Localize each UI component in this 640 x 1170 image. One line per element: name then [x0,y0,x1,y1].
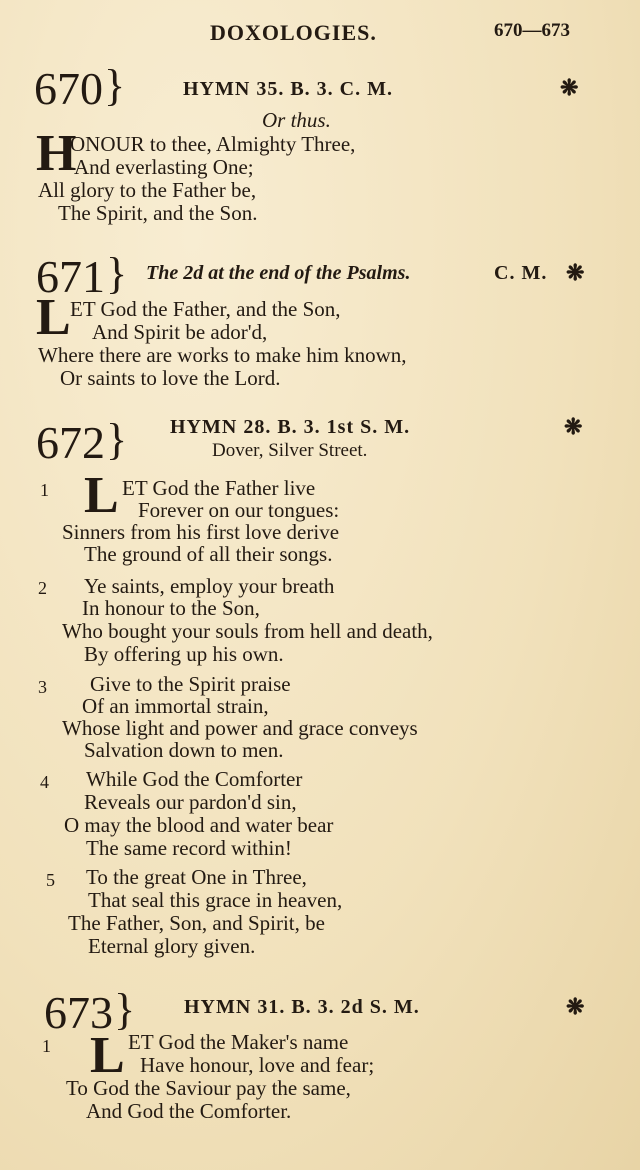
hymn-672-v3-line-3: Whose light and power and grace conveys [62,716,418,740]
verse-number: 1 [40,480,49,500]
hymn-672-v2-line-4: By offering up his own. [84,642,284,666]
running-title: DOXOLOGIES. [210,20,377,45]
brace-icon: } [104,61,126,110]
verse-number: 1 [42,1036,51,1056]
hymn-672-v2-line-2: In honour to the Son, [82,596,260,620]
hymn-672-v4-line-2: Reveals our pardon'd sin, [84,790,297,814]
hymn-672-v2-line-3: Who bought your souls from hell and death, [62,619,433,643]
verse-number: 5 [46,870,55,890]
hymn-number-673: 673 [44,987,113,1038]
hymn-670-line-2: And everlasting One; [74,155,254,179]
hymn-672-v3-line-2: Of an immortal strain, [82,694,269,718]
hymn-671-line-1: ET God the Father, and the Son, [70,297,341,321]
hymn-670-line-4: The Spirit, and the Son. [58,201,258,225]
hymn-671-line-4: Or saints to love the Lord. [60,366,281,390]
hymn-672-v3-line-1: Give to the Spirit praise [90,672,291,696]
brace-icon: } [106,415,128,464]
ornament-icon: ❋ [560,75,579,100]
verse-number: 4 [40,772,49,792]
hymn-671-line-3: Where there are works to make him known, [38,343,407,367]
hymn-673-line-1: ET God the Maker's name [128,1030,349,1054]
hymn-673-line-4: And God the Comforter. [86,1099,292,1123]
hymn-673-line-3: To God the Saviour pay the same, [66,1076,351,1100]
drop-cap: L [36,289,71,346]
hymn-672-v4-line-1: While God the Comforter [86,767,303,791]
hymn-672-meta: HYMN 28. B. 3. 1st S. M. [170,416,411,438]
brace-icon: } [106,249,128,298]
hymn-672-v5-line-4: Eternal glory given. [88,934,256,958]
ornament-icon: ❋ [564,414,583,439]
page-range: 670—673 [494,20,570,41]
drop-cap: L [84,467,119,524]
hymn-672-v1-line-4: The ground of all their songs. [84,542,333,566]
ornament-icon: ❋ [566,260,585,285]
hymn-number-670: 670 [34,63,103,114]
hymn-672-v1-line-2: Forever on our tongues: [138,498,340,522]
hymn-672-v5-line-3: The Father, Son, and Spirit, be [68,911,325,935]
hymn-673-line-2: Have honour, love and fear; [140,1053,375,1077]
hymn-670-meta: HYMN 35. B. 3. C. M. [183,78,393,100]
hymn-670-line-3: All glory to the Father be, [38,178,257,202]
drop-cap: H [36,125,77,182]
verse-number: 3 [38,677,47,697]
hymn-672-v2-line-1: Ye saints, employ your breath [84,574,335,598]
hymn-672-v5-line-2: That seal this grace in heaven, [88,888,343,912]
hymn-672-v4-line-3: O may the blood and water bear [64,813,334,837]
hymn-671-meta: The 2d at the end of the Psalms. [146,262,411,284]
hymn-672-v5-line-1: To the great One in Three, [86,865,307,889]
hymn-672-v4-line-4: The same record within! [86,836,292,860]
hymn-672-v1-line-3: Sinners from his first love derive [62,520,340,544]
hymn-672-tune: Dover, Silver Street. [212,440,368,461]
hymn-673-meta: HYMN 31. B. 3. 2d S. M. [184,996,420,1018]
drop-cap: L [90,1027,125,1084]
hymn-670-subtitle: Or thus. [262,108,331,132]
hymn-671-line-2: And Spirit be ador'd, [92,320,268,344]
brace-icon: } [114,985,136,1034]
hymn-672-v1-line-1: ET God the Father live [122,476,316,500]
verse-number: 2 [38,578,47,598]
hymn-670-line-1: ONOUR to thee, Almighty Three, [70,132,356,156]
ornament-icon: ❋ [566,994,585,1019]
hymn-number-672: 672 [36,417,105,468]
hymn-671-meter: C. M. [494,262,548,284]
hymn-number-671: 671 [36,251,105,302]
hymn-672-v3-line-4: Salvation down to men. [84,738,284,762]
